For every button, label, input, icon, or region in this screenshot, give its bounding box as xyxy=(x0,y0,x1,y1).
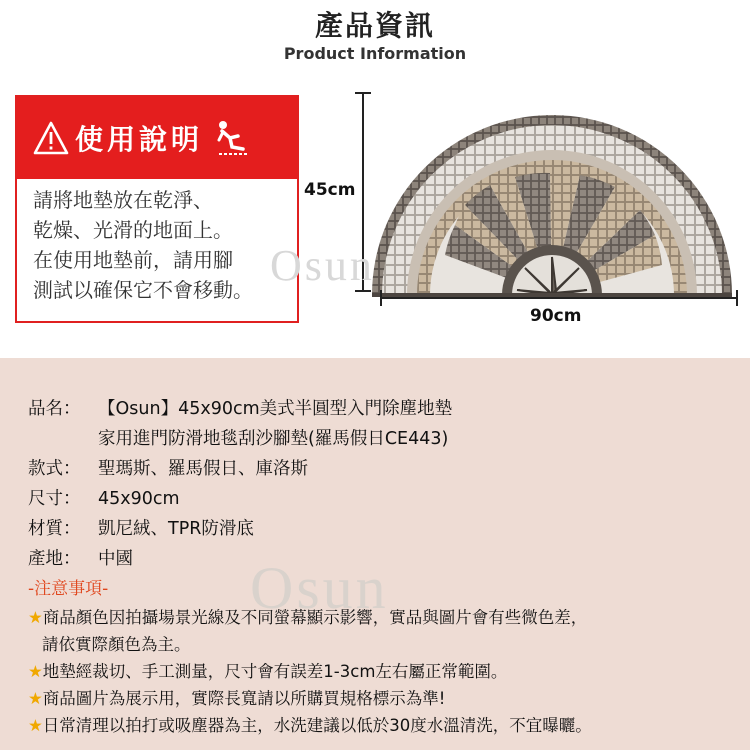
usage-instructions-box xyxy=(15,95,299,323)
origin-label: 產地： xyxy=(28,549,81,569)
style-label: 款式： xyxy=(28,459,81,479)
origin-row xyxy=(28,544,592,574)
star-icon: ★ xyxy=(28,716,43,735)
usage-line: 請將地墊放在乾淨、 xyxy=(33,188,213,212)
material-label: 材質： xyxy=(28,519,81,539)
usage-title: 使用說明 xyxy=(75,123,204,156)
star-icon: ★ xyxy=(28,662,43,681)
product-name: 【Osun】45x90cm美式半圓型入門除塵地墊 xyxy=(98,399,453,419)
product-info-panel xyxy=(0,358,750,750)
notice-item: ★地墊經裁切、手工測量，尺寸會有誤差1-3cm左右屬正常範圍。 xyxy=(28,662,508,681)
watermark-logo: Osun xyxy=(250,555,389,621)
usage-header xyxy=(17,97,297,179)
page-title: 產品資訊 xyxy=(314,9,435,42)
slip-person-icon xyxy=(213,118,253,158)
width-dimension-line xyxy=(380,297,738,299)
usage-line: 測試以確保它不會移動。 xyxy=(33,278,253,302)
notice-item: ★商品顏色因拍攝場景光線及不同螢幕顯示影響，實品與圖片會有些微色差， xyxy=(28,608,588,627)
notice-item: ★商品圖片為展示用，實際長寬請以所購買規格標示為準! xyxy=(28,689,446,708)
style-value: 聖瑪斯、羅馬假日、庫洛斯 xyxy=(98,459,308,479)
notice-title: -注意事項- xyxy=(28,579,109,599)
height-dimension-cap xyxy=(355,92,371,94)
style-row xyxy=(28,454,592,484)
usage-body xyxy=(17,179,297,305)
mat-product-image xyxy=(355,85,750,330)
star-icon: ★ xyxy=(28,608,43,627)
star-icon: ★ xyxy=(28,689,43,708)
height-label: 45cm xyxy=(304,180,356,200)
notice-item-cont: 請依實際顏色為主。 xyxy=(42,635,191,654)
material-value: 凱尼絨、TPR防滑底 xyxy=(98,519,254,539)
size-label: 尺寸： xyxy=(28,489,81,509)
product-name-cont: 家用進門防滑地毯刮沙腳墊(羅馬假日CE443) xyxy=(98,429,449,449)
origin-value: 中國 xyxy=(98,549,133,569)
material-row xyxy=(28,514,592,544)
usage-line: 乾燥、光滑的地面上。 xyxy=(33,218,233,242)
product-info-lines xyxy=(28,394,592,739)
warning-triangle-icon xyxy=(33,121,69,155)
size-value: 45x90cm xyxy=(98,489,180,509)
product-name-row xyxy=(28,394,592,424)
width-dimension-cap xyxy=(736,290,738,306)
usage-line: 在使用地墊前，請用腳 xyxy=(33,248,233,272)
page-subtitle: Product Information xyxy=(283,44,467,63)
size-row xyxy=(28,484,592,514)
width-dimension-cap xyxy=(380,290,382,306)
watermark-logo: Osun xyxy=(270,241,375,290)
width-label: 90cm xyxy=(530,306,582,326)
name-label: 品名： xyxy=(28,399,81,419)
notice-item: ★日常清理以拍打或吸塵器為主，水洗建議以低於30度水溫清洗，不宜曝曬。 xyxy=(28,716,592,735)
product-name-row-2 xyxy=(28,424,592,454)
